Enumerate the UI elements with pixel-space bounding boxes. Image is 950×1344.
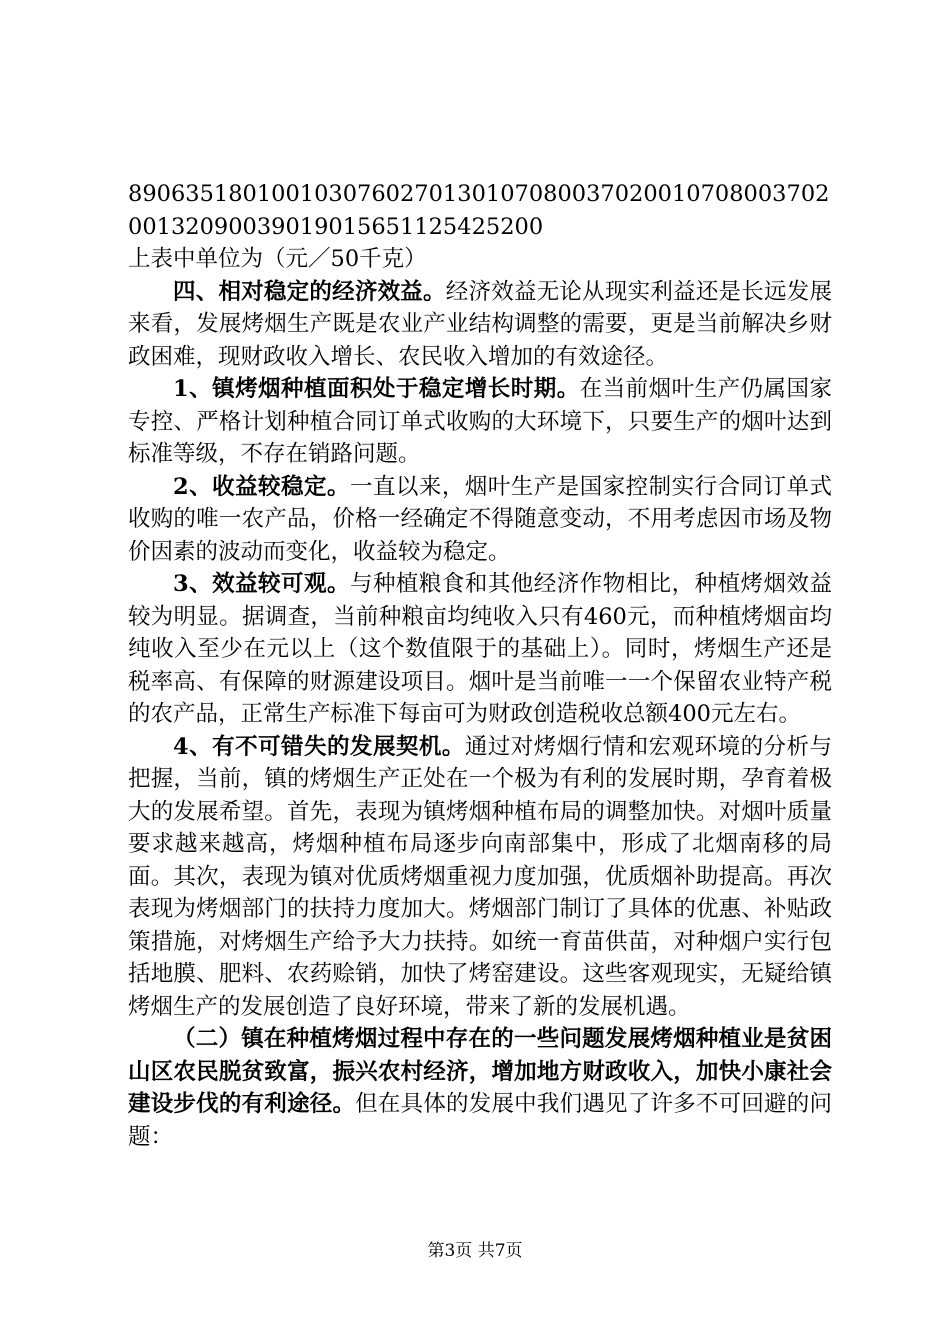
paragraph-text: 与种植粮食和其他经济作物相比，种植烤烟效益较为明显。据调查，当前种粮亩均纯收入只有460元，而种植烤烟亩均纯收入至少在元以上（这个数值限于的基础上）。同时，烤烟生产还是税率高、有保障的财源建设项目。烟叶是当前唯一一个保留农业特产税的农产品，正常生产标准下每亩可为财政创造税收总额400元左右。 [128, 571, 832, 727]
paragraph-considerable-benefit [128, 568, 832, 731]
page-footer [0, 1240, 950, 1262]
paragraph-economic-benefit [128, 276, 832, 374]
paragraph-heading: 4、有不可错失的发展契机。 [173, 733, 465, 760]
paragraph-stable-income [128, 471, 832, 569]
paragraph-heading: 3、效益较可观。 [173, 571, 350, 597]
document-body [128, 178, 832, 1153]
paragraph-heading: 2、收益较稳定。 [173, 473, 350, 500]
paragraph-existing-problems [128, 1023, 832, 1153]
paragraph-heading: 四、相对稳定的经济效益。 [173, 278, 446, 305]
page-number: 第3页 共7页 [427, 1241, 523, 1261]
number-string: 8906351801001030760270130107080037020010708003702001320900390190156511254252​00 [128, 181, 830, 240]
paragraph-text: 通过对烤烟行情和宏观环境的分析与把握，当前，镇的烤烟生产正处在一个极为有利的发展时期，孕育着极大的发展希望。首先，表现为镇烤烟种植布局的调整加快。对烟叶质量要求越来越高，烤烟种植布局逐步向南部集中，形成了北烟南移的局面。其次，表现为镇对优质烤烟重视力度加强，优质烟补助提高。再次表现为烤烟部门的扶持力度加大。烤烟部门制订了具体的优惠、补贴政策措施，对烤烟生产给予大力扶持。如统一育苗供苗，对种烟户实行包括地膜、肥料、农药赊销，加快了烤窑建设。这些客观现实，无疑给镇烤烟生产的发展创造了良好环境，带来了新的发展机遇。 [128, 733, 833, 1020]
paragraph-planting-area [128, 373, 832, 471]
paragraph-heading: 1、镇烤烟种植面积处于稳定增长时期。 [173, 376, 580, 402]
paragraph-text: 在当前烟叶生产仍属国家专控、严格计划种植合同订单式收购的大环境下，只要生产的烟叶达到标准等级，不存在销路问题。 [128, 376, 832, 467]
data-number-line [128, 178, 832, 276]
paragraph-text: 一直以来，烟叶生产是国家控制实行合同订单式收购的唯一农产品，价格一经确定不得随意变动，不用考虑因市场及物价因素的波动而变化，收益较为稳定。 [128, 473, 832, 565]
unit-note: 上表中单位为（元／50千克） [128, 246, 427, 272]
paragraph-development-opportunity [128, 731, 832, 1024]
paragraph-heading: （二）镇在种植烤烟过程中存在的一些问题发展烤烟种植业是贫困山区农民脱贫致富，振兴农村经济，增加地方财政收入，加快小康社会建设步伐的有利途径。 [128, 1026, 832, 1117]
paragraph-text: 经济效益无论从现实利益还是长远发展来看，发展烤烟生产既是农业产业结构调整的需要，更是当前解决乡财政困难，现财政收入增长、农民收入增加的有效途径。 [128, 278, 832, 370]
paragraph-text: 但在具体的发展中我们遇见了许多不可回避的问题： [128, 1091, 832, 1150]
